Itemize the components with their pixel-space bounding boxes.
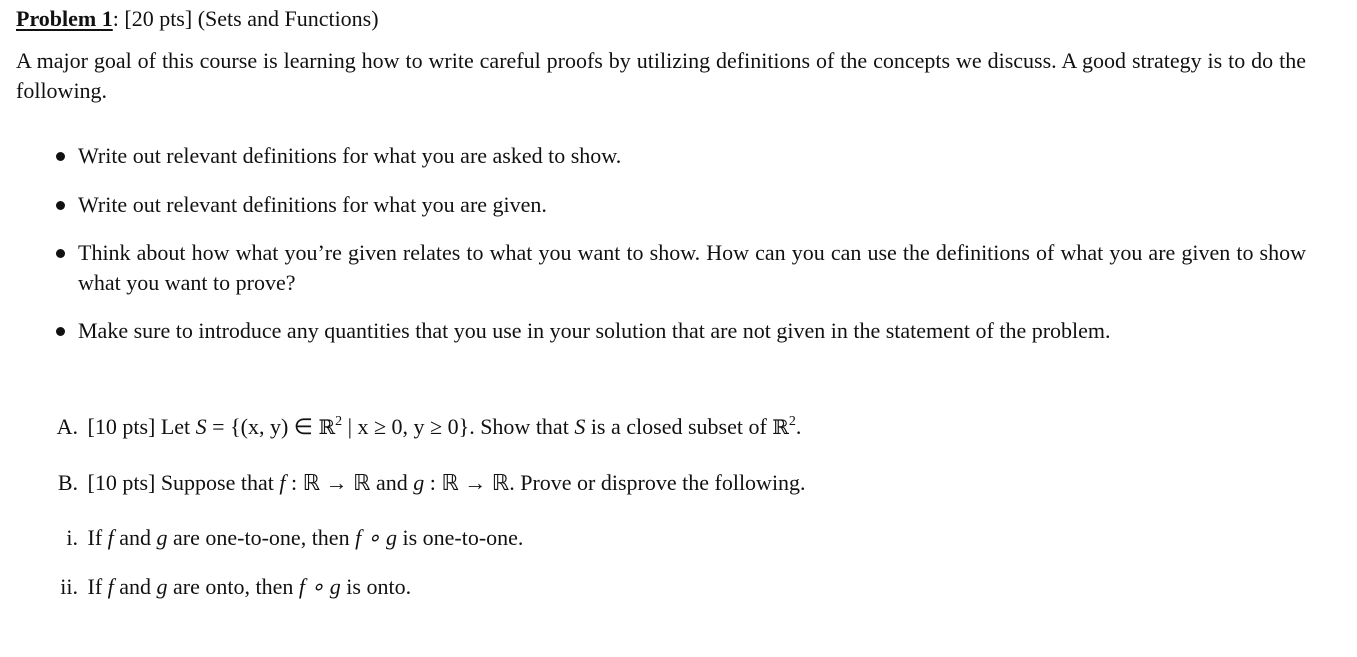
- math-var-s: S: [195, 414, 207, 439]
- math-var-f: f: [107, 525, 114, 550]
- list-item-text: Write out relevant definitions for what you are asked to show.: [78, 143, 622, 168]
- list-item: [16, 316, 1306, 346]
- part-i-text: If: [87, 525, 108, 550]
- math-var-g: g: [156, 574, 168, 599]
- part-a: [20, 412, 1320, 443]
- part-b: [20, 468, 1320, 498]
- math-reals: ℝ: [772, 415, 789, 439]
- math-composition: f ∘ g: [355, 525, 397, 550]
- math-composition: f ∘ g: [298, 574, 341, 599]
- list-item-text: Write out relevant definitions for what you are given.: [78, 191, 547, 217]
- math-var-f: f: [107, 574, 114, 599]
- part-i-label: i.: [66, 525, 78, 550]
- math-exponent: 2: [335, 414, 343, 429]
- math-var-g: g: [156, 525, 168, 550]
- part-b-text: [10 pts] Suppose that: [87, 470, 280, 495]
- list-item-text: Think about how what you’re given relates to what you want to show. How can you can use the definitions of what you are given to show what you want to prove?: [78, 240, 1306, 295]
- part-a-label: A.: [56, 414, 78, 439]
- math-map: : ℝ → ℝ. Prove or disprove the following.: [424, 470, 806, 495]
- part-a-tail: is a closed subset of: [585, 414, 773, 439]
- part-ii-text: are onto, then: [167, 574, 299, 599]
- problem-heading: [16, 4, 379, 34]
- bullet-icon: [56, 249, 65, 258]
- math-set-def: = {(x, y) ∈: [206, 414, 319, 439]
- part-b-i: [20, 523, 1320, 553]
- math-reals: ℝ: [318, 415, 336, 439]
- bullet-icon: [56, 327, 65, 336]
- math-exponent: 2: [788, 414, 796, 429]
- math-var-s: S: [574, 414, 586, 439]
- math-map: : ℝ → ℝ and: [285, 470, 414, 495]
- math-var-f: f: [279, 470, 286, 495]
- part-i-text: is one-to-one.: [396, 525, 524, 550]
- part-a-points: [10 pts] Let: [87, 414, 196, 439]
- problem-label: Problem 1: [16, 6, 113, 31]
- strategy-list: [16, 141, 1306, 346]
- math-condition: | x ≥ 0, y ≥ 0}. Show that: [342, 414, 575, 439]
- list-item: [16, 190, 1306, 220]
- part-ii-text: If: [87, 574, 108, 599]
- part-b-label: B.: [57, 470, 78, 495]
- bullet-icon: [56, 201, 65, 210]
- bullet-icon: [56, 152, 65, 161]
- list-item: [16, 238, 1306, 297]
- intro-paragraph: A major goal of this course is learning how to write careful proofs by utilizing definitions of the concepts we discuss. A good strategy is to do the following.: [16, 48, 1306, 103]
- part-i-text: and: [113, 525, 157, 550]
- part-ii-text: and: [113, 574, 157, 599]
- part-ii-text: is onto.: [340, 574, 412, 599]
- list-item-text: Make sure to introduce any quantities that you use in your solution that are not given in the statement of the problem.: [78, 318, 1111, 343]
- part-a-end: .: [795, 414, 802, 439]
- problem-points-topic: : [20 pts] (Sets and Functions): [112, 6, 379, 31]
- math-var-g: g: [413, 470, 425, 495]
- part-i-text: are one-to-one, then: [167, 525, 356, 550]
- part-b-ii: [20, 572, 1320, 602]
- part-ii-label: ii.: [60, 574, 78, 599]
- list-item: [16, 141, 1306, 171]
